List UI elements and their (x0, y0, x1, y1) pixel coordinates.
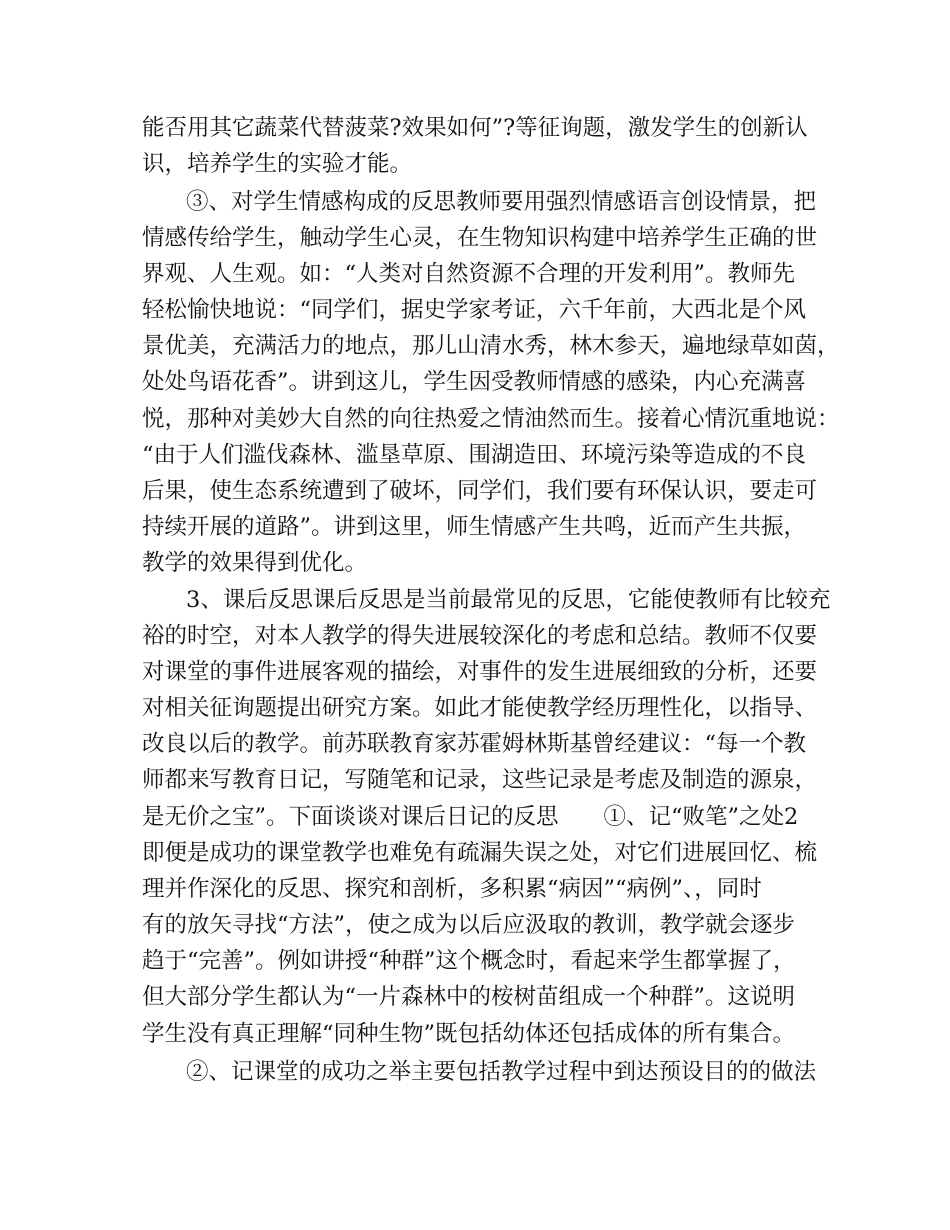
text-line: 有的放矢寻找“方法”，使之成为以后应汲取的教训，教学就会逐步 (142, 912, 796, 938)
text-line: 界观、人生观。如：“人类对自然资源不合理的开发利用”。教师先 (142, 261, 796, 287)
text-line: 识，培养学生的实验才能。 (142, 151, 413, 177)
text-line: “由于人们滥伐森林、滥垦草原、围湖造田、环境污染等造成的不良 (142, 442, 807, 468)
text-line: 师都来写教育日记，写随笔和记录，这些记录是考虑及制造的源泉， (142, 767, 818, 793)
text-line: 能否用其它蔬菜代替菠菜?效果如何”?等征询题，激发学生的创新认 (142, 115, 808, 141)
text-line: 理并作深化的反思、探究和剖析，多积累“病因”“病例”、，同时 (142, 876, 762, 902)
text-line: 学生没有真正理解“同种生物”既包括幼体还包括成体的所有集合。 (142, 1021, 796, 1047)
text-line: 处处鸟语花香”。讲到这儿，学生因受教师情感的感染，内心充满喜 (142, 369, 807, 395)
text-line: 改良以后的教学。前苏联教育家苏霍姆林斯基曾经建议：“每一个教 (142, 731, 807, 757)
text-line: ②、记课堂的成功之举主要包括教学过程中到达预设目的的做法 (186, 1059, 817, 1085)
text-line: 景优美，充满活力的地点，那儿山清水秀，林木参天，遍地绿草如茵， (142, 333, 840, 359)
text-line: 教学的效果得到优化。 (142, 550, 368, 576)
text-line: 轻松愉快地说：“同学们，据史学家考证，六千年前，大西北是个风 (142, 297, 807, 323)
text-line: 3、课后反思课后反思是当前最常见的反思，它能使教师有比较充 (186, 587, 831, 613)
text-line: 即便是成功的课堂教学也难免有疏漏失误之处，对它们进展回忆、梳 (142, 840, 818, 866)
text-line: 趋于“完善”。例如讲授“种群”这个概念时，看起来学生都掌握了， (142, 948, 796, 974)
text-line: 是无价之宝”。下面谈谈对课后日记的反思 ①、记“败笔”之处2 (142, 804, 799, 830)
text-line: 但大部分学生都认为“一片森林中的桉树苗组成一个种群”。这说明 (142, 984, 796, 1010)
text-line: 对课堂的事件进展客观的描绘，对事件的发生进展细致的分析，还要 (142, 659, 818, 685)
text-line: 悦，那种对美妙大自然的向往热爱之情油然而生。接着心情沉重地说： (142, 406, 840, 432)
text-line: ③、对学生情感构成的反思教师要用强烈情感语言创设情景，把 (186, 189, 817, 215)
text-line: 对相关征询题提出研究方案。如此才能使教学经历理性化，以指导、 (142, 695, 818, 721)
text-line: 裕的时空，对本人教学的得失进展较深化的考虑和总结。教师不仅要 (142, 623, 818, 649)
text-line: 后果，使生态系统遭到了破坏，同学们，我们要有环保认识，要走可 (142, 478, 818, 504)
text-line: 持续开展的道路”。讲到这里，师生情感产生共鸣，近而产生共振， (142, 514, 807, 540)
text-line: 情感传给学生，触动学生心灵，在生物知识构建中培养学生正确的世 (142, 225, 818, 251)
